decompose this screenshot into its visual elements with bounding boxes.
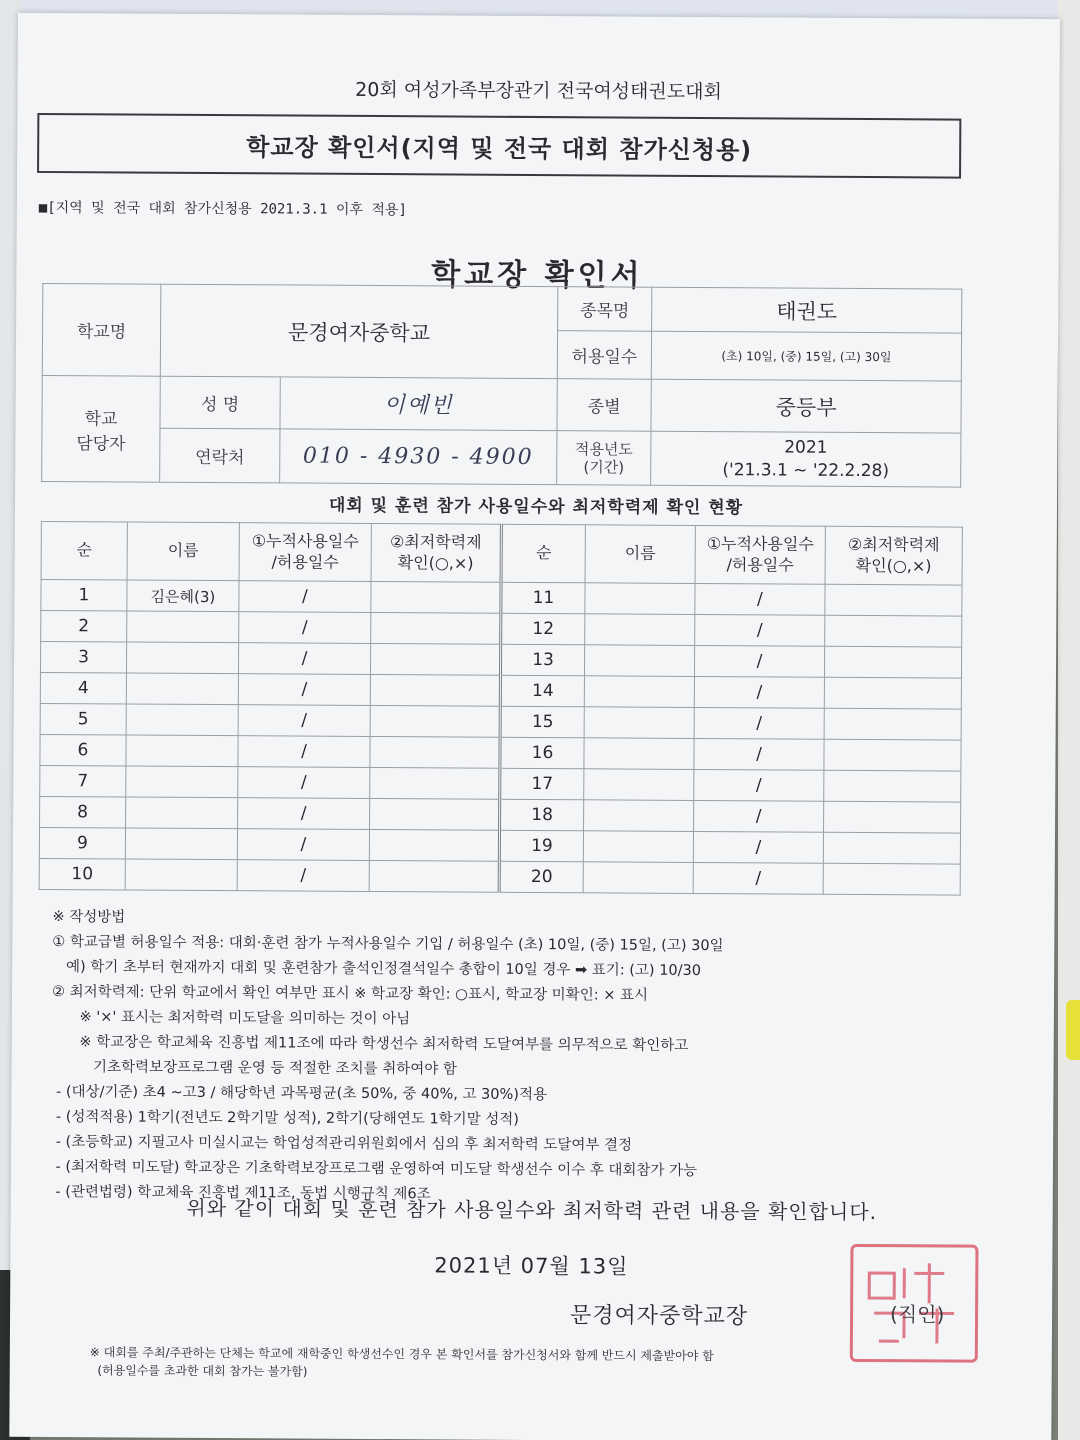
row-days-2: /: [695, 614, 825, 646]
row-days: /: [238, 674, 370, 706]
row-check: [370, 767, 500, 799]
method-line: - (관련법령) 학교체육 진흥법 제11조, 동법 시행규칙 제6조: [50, 1184, 431, 1203]
main-title: 학교장 확인서: [431, 257, 644, 294]
row-days: /: [238, 798, 370, 830]
row-no-2: 13: [500, 644, 584, 676]
row-no: 10: [39, 858, 125, 890]
school-value: 문경여자중학교: [160, 284, 558, 378]
row-no-2: 15: [500, 706, 584, 738]
row-days-2: /: [694, 676, 824, 708]
row-days: /: [237, 860, 369, 892]
footnote: [90, 1343, 970, 1384]
allowed-days-value: (초) 10일, (중) 15일, (고) 30일: [651, 331, 961, 381]
division-label: 종별: [557, 379, 651, 432]
row-check-2: [823, 863, 960, 895]
background-right: [1058, 0, 1080, 1440]
footnote-line: (허용일수를 초과한 대회 참가는 불가함): [89, 1363, 308, 1379]
row-days-2: /: [694, 769, 824, 801]
name-value: 이예빈: [280, 377, 557, 431]
row-no-2: 14: [500, 675, 584, 707]
row-name: [126, 766, 238, 798]
manager-label: 학교 담당자: [42, 375, 161, 482]
row-check: [370, 798, 500, 830]
method-line: - (대상/기준) 초4 ~고3 / 해당학년 과목평균(초 50%, 중 40%, 고 30%)적용: [51, 1084, 548, 1104]
name-label: 성 명: [160, 376, 280, 429]
event-title: 20회 여성가족부장관기 전국여성태권도대회: [355, 78, 722, 104]
row-check: [371, 581, 501, 613]
row-name-2: [584, 676, 694, 708]
row-name: [125, 828, 237, 860]
principal: 문경여자중학교장: [569, 1303, 749, 1330]
method-line: ※ '×' 표시는 최저학력 미도달을 의미하는 것이 아님: [51, 1009, 411, 1028]
row-check: [370, 736, 500, 768]
year-value: 2021: [784, 437, 828, 459]
row-name-2: [583, 862, 693, 894]
row-days-2: /: [694, 707, 824, 739]
row-days: /: [239, 612, 371, 644]
row-name: [126, 704, 238, 736]
date: 2021년 07월 13일: [434, 1253, 629, 1279]
row-no: 7: [40, 765, 126, 797]
method-line: ① 학교급별 허용일수 적용: 대회·훈련 참가 누적사용일수 기입 / 허용일수 (초) 10일, (중) 15일, (고) 30일: [52, 934, 724, 955]
list-body: [39, 579, 962, 895]
row-check-2: [824, 801, 961, 833]
contact-label: 연락처: [160, 428, 280, 483]
row-name: 김은혜(3): [127, 580, 239, 612]
row-check: [371, 612, 501, 644]
method-line: - (성적적용) 1학기(전년도 2학기말 성적), 2학기(당해연도 1학기말 성적): [51, 1109, 520, 1128]
row-days-2: /: [694, 738, 824, 770]
row-check-2: [825, 584, 962, 616]
row-name: [127, 611, 239, 643]
row-no: 5: [40, 703, 126, 735]
contact-value: 010 - 4930 - 4900: [280, 429, 557, 485]
row-check: [370, 705, 500, 737]
row-check-2: [824, 646, 961, 678]
row-check: [369, 860, 499, 892]
row-days: /: [239, 581, 371, 613]
year-label: 적용년도 (기간): [557, 431, 651, 486]
row-check: [369, 829, 499, 861]
sport-value: 태권도: [652, 287, 962, 333]
box-title: 학교장 확인서(지역 및 전국 대회 참가신청용): [37, 113, 961, 179]
row-no: 2: [41, 610, 127, 642]
document-page: [9, 13, 1060, 1440]
row-no: 9: [39, 827, 125, 859]
header-name: 이름: [127, 522, 239, 581]
row-name-2: [583, 831, 693, 863]
row-no: 6: [40, 734, 126, 766]
method-line: - (초등학교) 지필고사 미실시교는 학업성적관리위원회에서 심의 후 최저학력 도달여부 결정: [51, 1134, 633, 1154]
row-no: 8: [40, 796, 126, 828]
list-table: [39, 521, 963, 896]
method-line: 예) 학기 초부터 현재까지 대회 및 훈련참가 출석인정결석일수 총합이 10일 경우 ➡ 표기: (고) 10/30: [52, 959, 702, 980]
row-no-2: 17: [500, 768, 584, 800]
row-check-2: [825, 615, 962, 647]
row-days-2: /: [694, 645, 824, 677]
row-no: 3: [40, 641, 126, 673]
row-days: /: [238, 643, 370, 675]
row-check-2: [823, 832, 960, 864]
status-title: 대회 및 훈련 참가 사용일수와 최저학력제 확인 현황: [328, 495, 744, 519]
header-check: ②최저학력제 확인(○,×): [371, 523, 501, 582]
method-line: ② 최저학력제: 단위 학교에서 확인 여부만 표시 ※ 학교장 확인: ○표시, 학교장 미확인: × 표시: [51, 984, 649, 1004]
row-no-2: 20: [499, 861, 583, 893]
header-days: ①누적사용일수 /허용일수: [239, 523, 371, 582]
row-days: /: [238, 736, 370, 768]
row-days-2: /: [693, 831, 823, 863]
header-no-2: 순: [501, 524, 585, 583]
row-no-2: 18: [500, 799, 584, 831]
school-label: 학교명: [42, 283, 161, 376]
method-line: ※ 학교장은 학교체육 진흥법 제11조에 따라 학생선수 최저학력 도달여부를 의무적으로 확인하고: [51, 1034, 689, 1054]
row-check-2: [824, 677, 961, 709]
row-days: /: [238, 767, 370, 799]
row-no-2: 11: [501, 582, 585, 614]
writing-method: [51, 905, 973, 1211]
division-value: 중등부: [651, 379, 961, 433]
row-no: 4: [40, 672, 126, 704]
row-check: [370, 643, 500, 675]
method-line: 기초학력보장프로그램 운영 등 적절한 조치를 취하여야 함: [51, 1059, 457, 1078]
row-no-2: 16: [500, 737, 584, 769]
confirm-text: 위와 같이 대회 및 훈련 참가 사용일수와 최저학력 관련 내용을 확인합니다.: [186, 1195, 878, 1225]
sport-label: 종목명: [558, 287, 652, 332]
year-cell: [651, 431, 961, 487]
row-days: /: [237, 829, 369, 861]
row-days-2: /: [694, 800, 824, 832]
header-name-2: 이름: [585, 525, 695, 584]
row-check-2: [824, 739, 961, 771]
row-no-2: 12: [501, 613, 585, 645]
row-check: [370, 674, 500, 706]
row-name-2: [584, 738, 694, 770]
table-row: [39, 858, 960, 895]
method-line: ※ 작성방법: [52, 909, 126, 926]
yellow-object: [1066, 1000, 1080, 1060]
row-name: [126, 735, 238, 767]
row-days-2: /: [695, 583, 825, 615]
period-value: ('21.3.1 ~ '22.2.28): [722, 459, 890, 481]
row-name: [125, 859, 237, 891]
row-days-2: /: [693, 862, 823, 894]
row-name-2: [585, 583, 695, 615]
header-check-2: ②최저학력제 확인(○,×): [825, 526, 962, 585]
info-table: [41, 283, 962, 488]
apply-note: ■[지역 및 전국 대회 참가신청용 2021.3.1 이후 적용]: [38, 199, 407, 219]
row-name-2: [584, 707, 694, 739]
header-days-2: ①누적사용일수 /허용일수: [695, 525, 825, 584]
row-check-2: [824, 708, 961, 740]
seal-label: (직인): [890, 1302, 945, 1327]
row-name-2: [584, 645, 694, 677]
row-name: [126, 673, 238, 705]
row-name-2: [584, 769, 694, 801]
row-name: [126, 797, 238, 829]
row-days: /: [238, 705, 370, 737]
row-name: [126, 642, 238, 674]
row-no-2: 19: [499, 830, 583, 862]
row-check-2: [824, 770, 961, 802]
row-no: 1: [41, 579, 127, 611]
footnote-line: ※ 대회를 주최/주관하는 단체는 학교에 재학중인 학생선수인 경우 본 확인서를 참가신청서와 함께 반드시 제출받아야 함: [89, 1345, 714, 1364]
row-name-2: [585, 614, 695, 646]
allowed-days-label: 허용일수: [557, 331, 651, 380]
row-name-2: [584, 800, 694, 832]
method-line: - (최저학력 미도달) 학교장은 기초학력보장프로그램 운영하여 미도달 학생선수 이수 후 대회참가 가능: [50, 1159, 698, 1179]
header-no: 순: [41, 521, 127, 580]
